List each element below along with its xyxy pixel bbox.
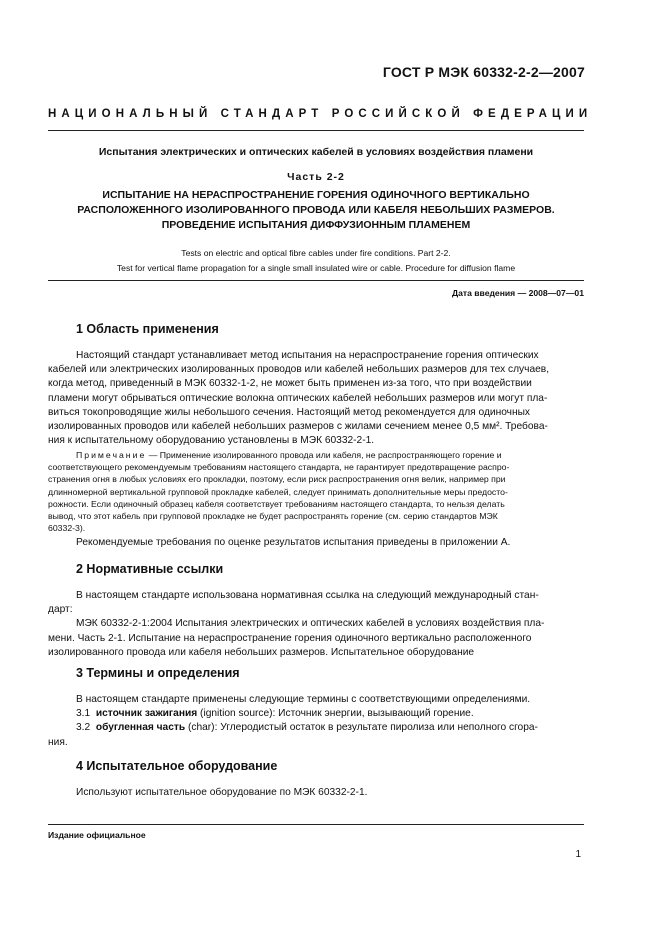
edition-label: Издание официальное [48,830,146,840]
main-title [48,188,584,233]
note-line: 60332-3). [48,523,86,534]
paragraph-line: изолированных проводов или кабелей небольших размеров с жилами сечением менее 0,5 мм². Требова- [48,421,548,433]
title-divider [48,280,584,281]
note-line: длинномерной вертикальной групповой прокладке кабелей, следует принимать дополнительные меры предосто- [48,486,508,497]
term-definition [76,707,581,721]
paragraph-line: дарт: [48,604,73,616]
paragraph-line: В настоящем стандарте использована нормативная ссылка на следующий международный стан- [76,590,539,601]
paragraph-line: виться токопроводящие жилы небольшого сечения. Настоящий метод рекомендуется для одиночных [48,406,530,418]
paragraph-line: МЭК 60332-2-1:2004 Испытания электрических и оптических кабелей в условиях воздействия пла- [76,618,545,630]
part-label: Часть 2-2 [287,171,345,183]
note-line: соответствующего рекомендуемым требованиям настоящего стандарта, не гарантирует предотвращение распро- [48,462,510,473]
term-continuation: ния. [48,736,68,748]
footer-divider [48,824,584,825]
introduction-date: Дата введения — 2008—07—01 [451,288,584,298]
section-3-heading: 3 Термины и определения [76,666,240,680]
term-name: обугленная часть [95,722,186,734]
english-title-line: Test for vertical flame propagation for a single small insulated wire or cable. Procedure for diffusion flame [116,262,516,273]
section-4-heading: 4 Испытательное оборудование [76,759,278,773]
term-text: (ignition source): Источник энергии, вызывающий горение. [197,708,474,720]
term-number: 3.1 [76,708,91,720]
term-text: (char): Углеродистый остаток в результате пиролиза или неполного сгора- [185,722,538,734]
note-line: странения огня в любых условиях его прокладки, поэтому, если риск распространения огня велик, например при [48,474,506,485]
paragraph-line: ния к испытательному оборудованию установлены в МЭК 60332-2-1. [48,435,375,447]
english-title [48,246,584,275]
paragraph-line: изолированного провода или кабеля небольших размеров. Испытательное оборудование [48,646,475,658]
section-1-paragraph [48,349,581,448]
paragraph-line: когда метод, приведенный в МЭК 60332-1-2, не может быть применен из-за того, что при воздействии [48,378,532,390]
note-line [76,449,581,461]
section-4-paragraph: Используют испытательное оборудование по МЭК 60332-2-1. [76,787,368,798]
section-2-paragraph [48,589,581,660]
note-line: вывод, что этот кабель при групповой прокладке не будет распространять горение (см. серию стандартов МЭК [48,511,498,522]
section-1-note [48,449,581,534]
note-label: Примечание [76,450,147,460]
section-3-paragraph [48,693,581,750]
page-number: 1 [575,849,581,860]
paragraph-line: мени. Часть 2-1. Испытание на нераспространение горения одиночного вертикально расположенного [48,632,532,644]
top-divider [48,130,584,131]
english-title-line: Tests on electric and optical fibre cables under fire conditions. Part 2-2. [181,248,451,258]
paragraph-line: Настоящий стандарт устанавливает метод испытания на нераспространение горения оптических [76,350,539,361]
document-subtitle: Испытания электрических и оптических кабелей в условиях воздействия пламени [98,146,534,158]
note-text: — Применение изолированного провода или кабеля, не распространяющего горение и [146,450,502,460]
main-title-line: ПРОВЕДЕНИЕ ИСПЫТАНИЯ ДИФФУЗИОННЫМ ПЛАМЕНЕМ [161,219,471,231]
term-name: источник зажигания [95,708,198,720]
paragraph-line: кабелей или электрических изолированных проводов или кабелей небольших размеров для тех случаев, [48,364,550,376]
term-definition [76,721,581,735]
main-title-line: ИСПЫТАНИЕ НА НЕРАСПРОСТРАНЕНИЕ ГОРЕНИЯ ОДИНОЧНОГО ВЕРТИКАЛЬНО [102,189,530,201]
section-1-recommendation: Рекомендуемые требования по оценке результатов испытания приведены в приложении А. [76,537,511,548]
section-2-heading: 2 Нормативные ссылки [76,562,224,576]
national-standard-heading: НАЦИОНАЛЬНЫЙ СТАНДАРТ РОССИЙСКОЙ ФЕДЕРАЦИИ [48,108,593,120]
note-line: рожности. Если одиночный образец кабеля соответствует требованиям настоящего стандарта, то нельзя делать [48,498,505,509]
gost-code: ГОСТ Р МЭК 60332-2-2—2007 [382,64,585,80]
section-1-heading: 1 Область применения [76,322,219,336]
term-number: 3.2 [76,722,91,734]
paragraph-line: пламени могут обрываться оптические волокна оптических кабелей небольших размеров или могут пла- [48,392,548,404]
paragraph-line: В настоящем стандарте применены следующие термины с соответствующими определениями. [76,694,531,705]
main-title-line: РАСПОЛОЖЕННОГО ИЗОЛИРОВАННОГО ПРОВОДА ИЛИ КАБЕЛЯ НЕБОЛЬШИХ РАЗМЕРОВ. [77,204,555,216]
